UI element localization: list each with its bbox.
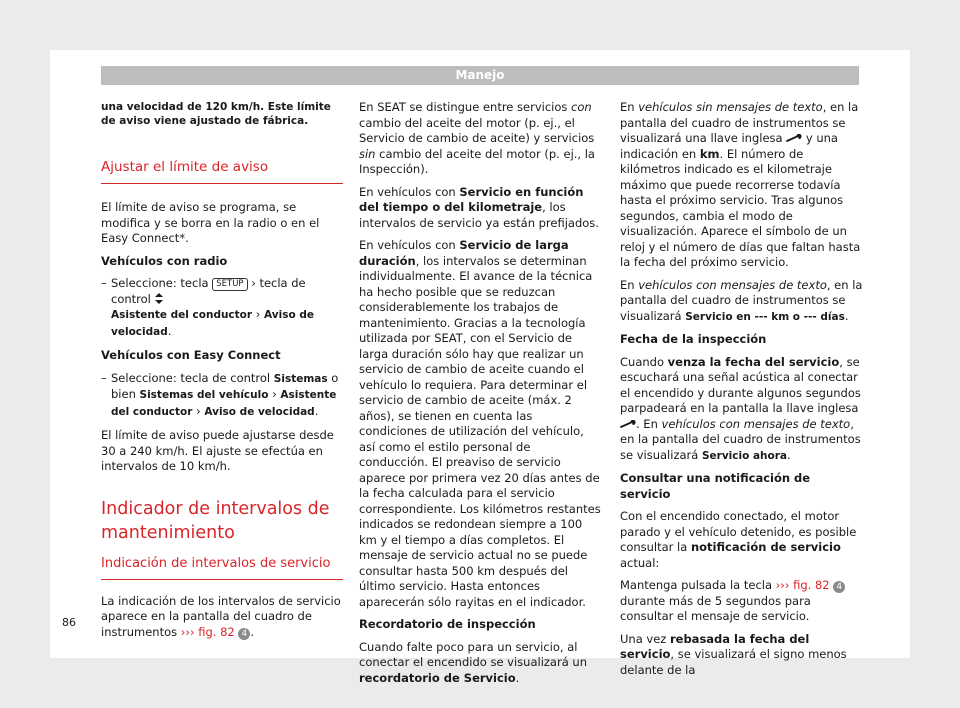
column-2 — [359, 100, 603, 693]
heading-indicacion-intervalos: Indicación de intervalos de servicio — [101, 555, 343, 580]
column-1 — [101, 100, 343, 647]
step-radio: – Seleccione: tecla SETUP › tecla de control Asistente del conductor › Aviso de velocidad. — [101, 276, 314, 338]
paragraph: Cuando venza la fecha del servicio, se escuchará una señal acústica al conectar el encendido y durante algunos segundos parpadeará en la pantalla la llave inglesa . En vehículos con mensajes de texto, en la pantalla del cuadro de instrumentos se visualizará Servicio ahora. — [620, 354, 861, 462]
wrench-icon — [786, 134, 802, 142]
heading-ajustar-limite: Ajustar el límite de aviso — [101, 158, 343, 184]
subheading-easy-connect: Vehículos con Easy Connect — [101, 348, 281, 362]
subheading-radio: Vehículos con radio — [101, 253, 228, 268]
paragraph: La indicación de los intervalos de servicio aparece en la pantalla del cuadro de instrumentos ››› fig. 82 4 . — [101, 593, 341, 639]
paragraph: En vehículos con Servicio de larga duración, los intervalos se determinan individualmente. El avance de la técnica ha hecho posible que se reduzcan considerablemente los trabajos de mantenimiento. Gracias a la tecnología utilizada por SEAT, con el Servicio de larga duración sólo hay que realizar un servicio de cambio de aceite cuando el vehículo lo requiera. Para determinar el servicio de cambio de aceite (máx. 2 años), se tienen en cuenta las condiciones de utilización del vehículo, así como el estilo personal de conducción. El preaviso de servicio aparece por primera vez 20 días antes de la fecha calculada para el servicio correspondiente. Los kilómetros restantes indicados se redondean siempre a 100 km y el tiempo a días completos. El mensaje de servicio actual no se puede consultar hasta 500 km después del último servicio. Hasta entonces aparecerán sólo rayitas en el indicador. — [359, 238, 601, 609]
subheading-consultar: Consultar una notificación de servicio — [620, 471, 811, 501]
manual-page — [50, 50, 910, 685]
subheading-fecha: Fecha de la inspección — [620, 332, 767, 346]
callout-number: 4 — [833, 581, 845, 593]
subheading-recordatorio: Recordatorio de inspección — [359, 617, 536, 631]
paragraph: En vehículos sin mensajes de texto, en la pantalla del cuadro de instrumentos se visualizará una llave inglesa y una indicación en km. El número de kilómetros indicado es el kilometraje máximo que puede recorrerse todavía hasta el próximo servicio. Tras algunos segundos, cambia el modo de visualización. Aparece el símbolo de un reloj y el número de días que faltan hasta la fecha del próximo servicio. — [620, 100, 861, 269]
step-easy-connect: – Seleccione: tecla de control Sistemas o bien Sistemas del vehículo › Asistente del conductor › Aviso de velocidad. — [101, 370, 339, 418]
figure-link[interactable]: ››› fig. 82 — [775, 578, 830, 592]
paragraph: Una vez rebasada la fecha del servicio, se visualizará el signo menos delante de la — [620, 631, 847, 677]
paragraph: El límite de aviso puede ajustarse desde 30 a 240 km/h. El ajuste se efectúa en intervalos de 10 km/h. — [101, 428, 334, 473]
paragraph: Con el encendido conectado, el motor parado y el vehículo detenido, es posible consultar la notificación de servicio actual: — [620, 509, 857, 570]
paragraph: El límite de aviso se programa, se modifica y se borra en la radio o en el Easy Connect*. — [101, 200, 320, 245]
intro-text: una velocidad de 120 km/h. Este límite de aviso viene ajustado de fábrica. — [101, 101, 331, 127]
paragraph: Cuando falte poco para un servicio, al conectar el encendido se visualizará un recordatorio de Servicio. — [359, 639, 587, 685]
page-number: 86 — [62, 616, 76, 629]
control-arrows-icon — [155, 293, 163, 304]
section-header: Manejo — [101, 66, 859, 85]
figure-link[interactable]: ››› fig. 82 — [180, 624, 235, 639]
column-3 — [620, 100, 864, 685]
paragraph: Mantenga pulsada la tecla ››› fig. 82 4 durante más de 5 segundos para consultar el mensaje de servicio. — [620, 578, 864, 625]
heading-indicador-intervalos: Indicador de intervalos de mantenimiento — [101, 498, 330, 543]
wrench-icon — [620, 420, 636, 428]
paragraph: En vehículos con mensajes de texto, en la pantalla del cuadro de instrumentos se visualizará Servicio en --- km o --- días. — [620, 277, 863, 323]
setup-key: SETUP — [212, 278, 247, 291]
callout-number: 4 — [238, 628, 250, 640]
paragraph: En vehículos con Servicio en función del tiempo o del kilometraje, los intervalos de servicio ya están prefijados. — [359, 184, 599, 230]
paragraph: En SEAT se distingue entre servicios con cambio del aceite del motor (p. ej., el Servicio de cambio de aceite) y servicios sin cambio del aceite del motor (p. ej., la Inspección). — [359, 100, 595, 176]
